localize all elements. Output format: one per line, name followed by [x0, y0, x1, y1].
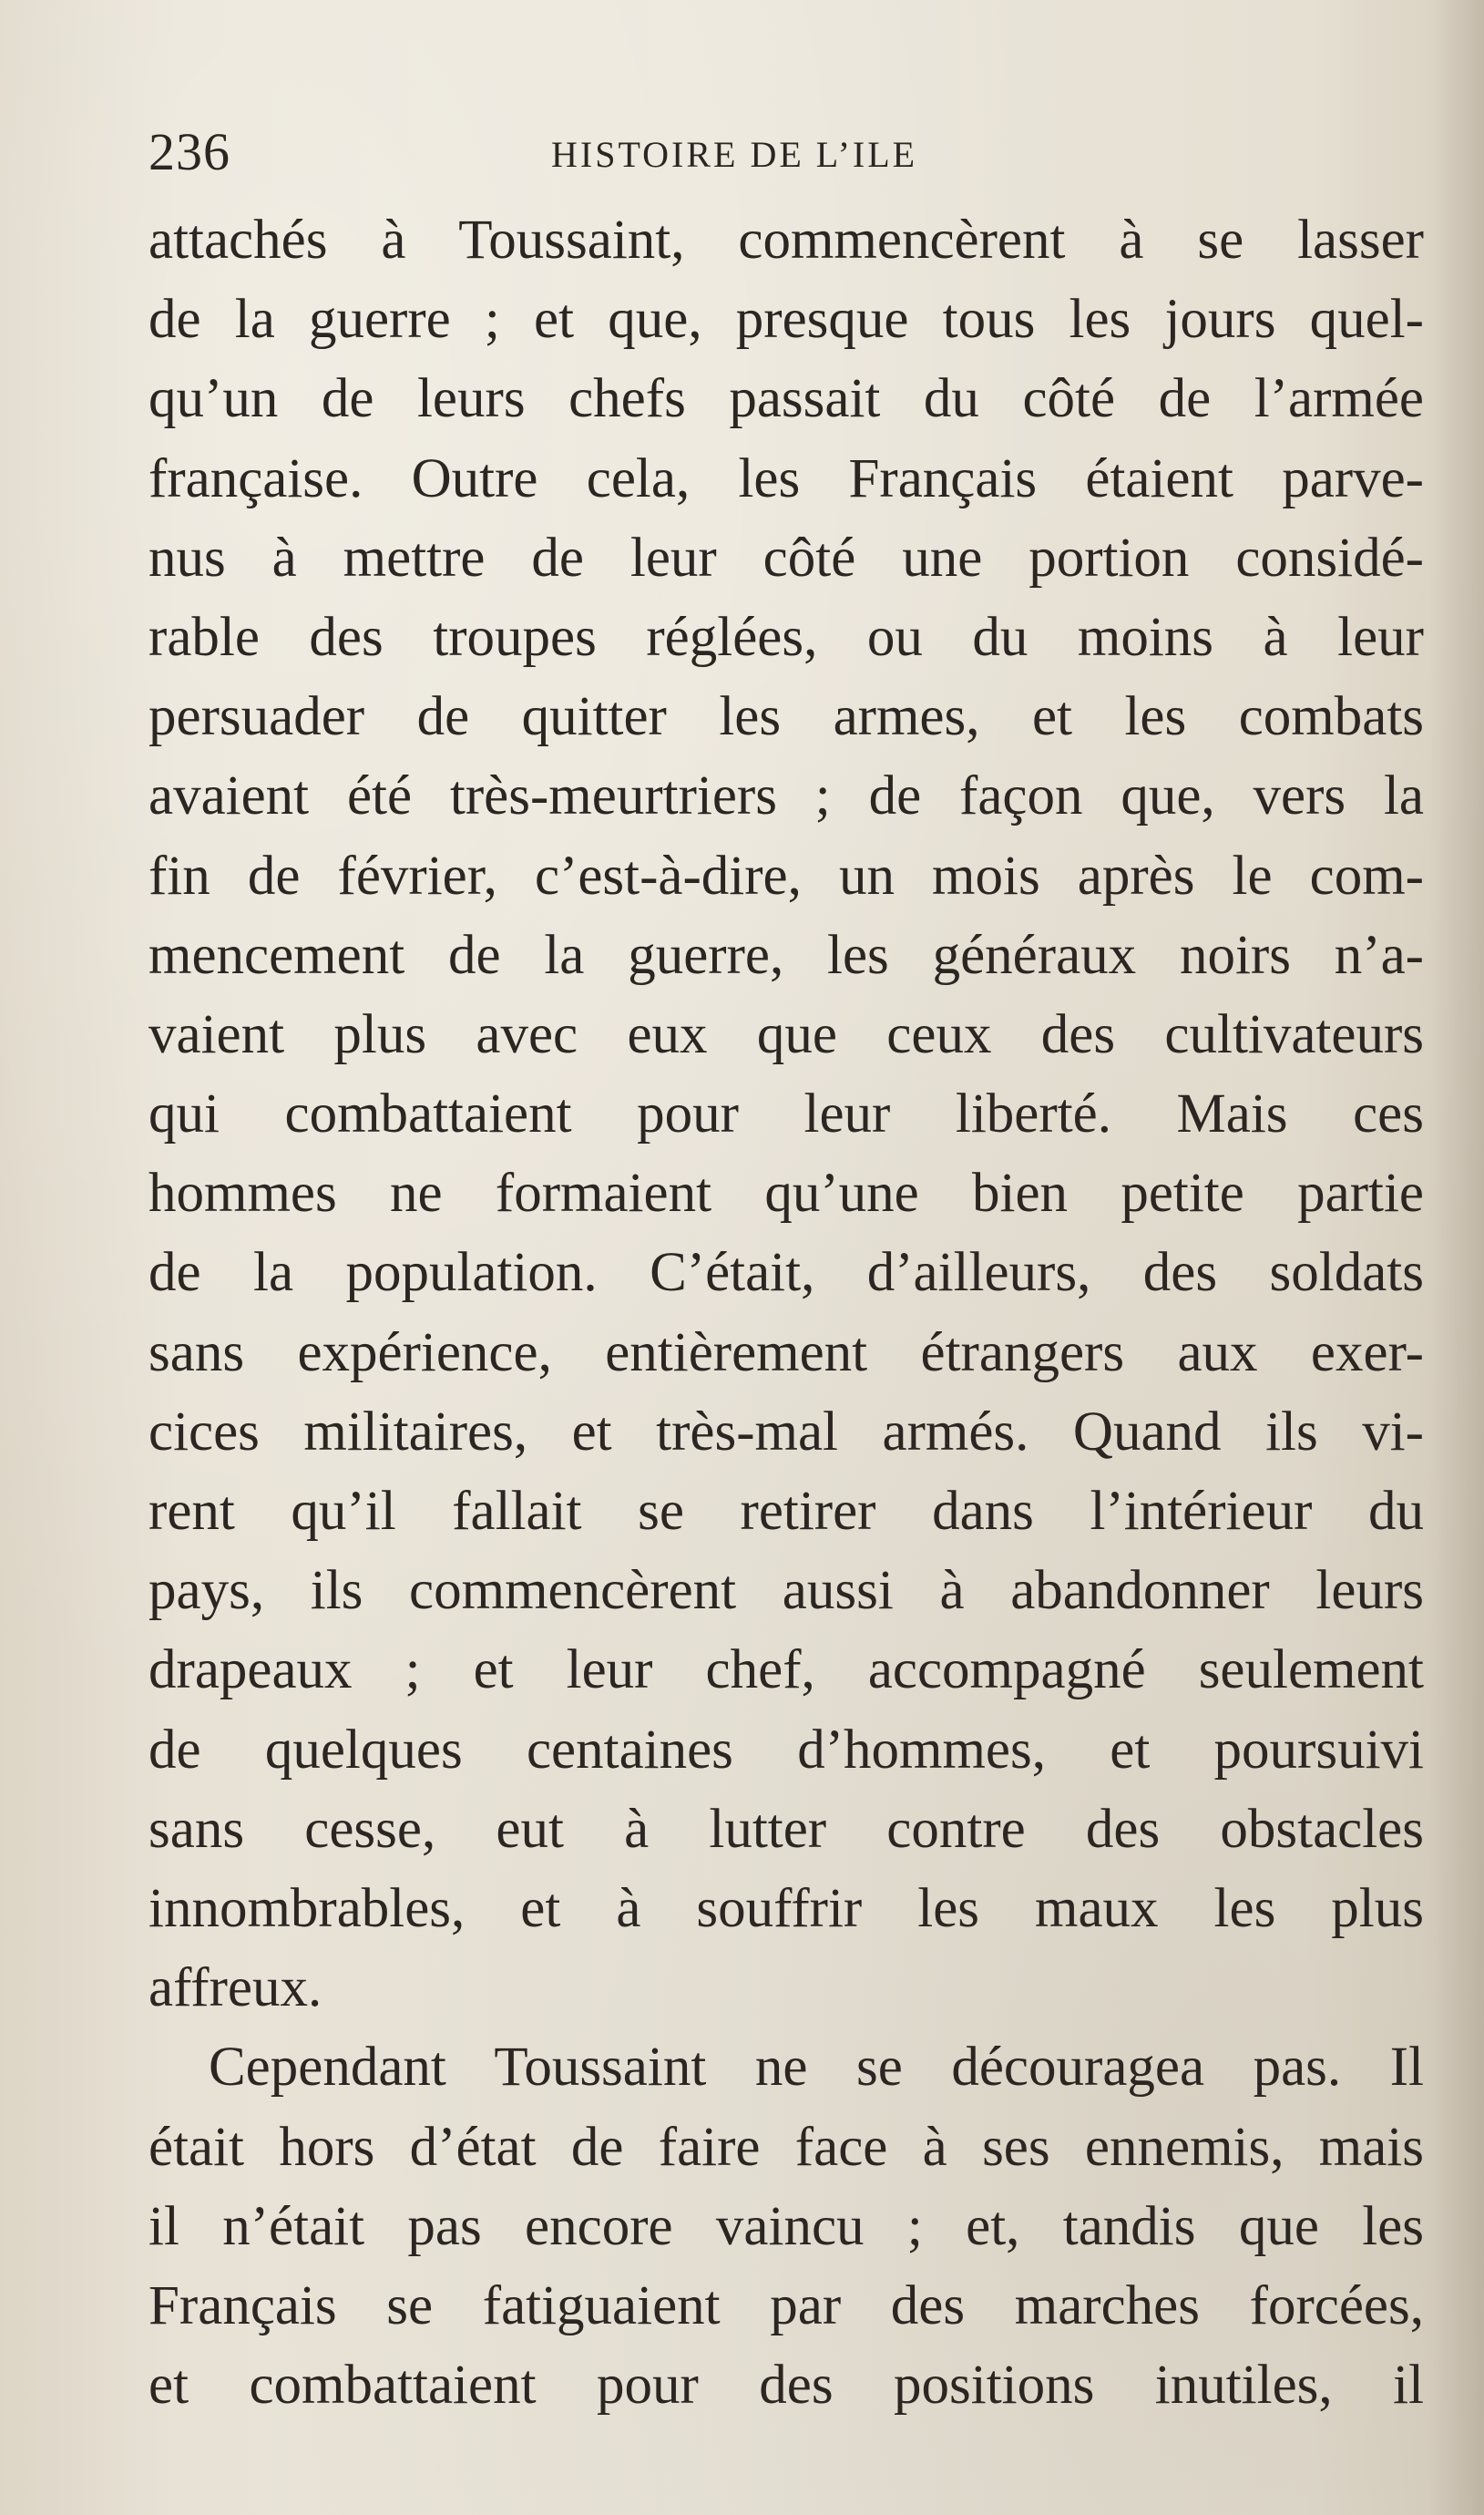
- text-line: qui combattaient pour leur liberté. Mais ces: [148, 1083, 1424, 1145]
- paragraph-2: [148, 2027, 1424, 2425]
- text-line: et combattaient pour des positions inutiles, il: [148, 2355, 1424, 2417]
- text-line: Cependant Toussaint ne se découragea pas. Il: [209, 2037, 1424, 2099]
- text-line: cices militaires, et très-mal armés. Quand ils vi-: [148, 1401, 1424, 1463]
- text-line: mencement de la guerre, les généraux noirs n’a-: [148, 924, 1424, 986]
- text-line: sans cesse, eut à lutter contre des obstacles: [148, 1798, 1424, 1860]
- text-line: attachés à Toussaint, commencèrent à se lasser: [148, 210, 1424, 271]
- text-line: rent qu’il fallait se retirer dans l’intérieur du: [148, 1481, 1424, 1542]
- text-line: drapeaux ; et leur chef, accompagné seulement: [148, 1639, 1424, 1701]
- text-line: nus à mettre de leur côté une portion considé-: [148, 527, 1424, 589]
- text-line: était hors d’état de faire face à ses ennemis, mais: [148, 2116, 1424, 2178]
- text-line: vaient plus avec eux que ceux des cultivateurs: [148, 1003, 1424, 1065]
- text-line: affreux.: [148, 1957, 322, 2019]
- text-line: rable des troupes réglées, ou du moins à leur: [148, 606, 1424, 668]
- text-line: française. Outre cela, les Français étaient parve-: [148, 447, 1424, 509]
- text-line: Français se fatiguaient par des marches forcées,: [148, 2274, 1424, 2336]
- text-line: persuader de quitter les armes, et les combats: [148, 686, 1424, 748]
- page-edge-shadow: [1429, 0, 1484, 2515]
- page-number: 236: [148, 122, 230, 181]
- paragraph-1: [148, 200, 1424, 2027]
- text-line: avaient été très-meurtriers ; de façon que, vers la: [148, 765, 1424, 827]
- text-line: de la population. C’était, d’ailleurs, des soldats: [148, 1242, 1424, 1304]
- text-line: pays, ils commencèrent aussi à abandonner leurs: [148, 1560, 1424, 1622]
- running-title: HISTOIRE DE L’ILE: [551, 134, 918, 175]
- text-line: hommes ne formaient qu’une bien petite partie: [148, 1163, 1424, 1225]
- text-line: innombrables, et à souffrir les maux les plus: [148, 1877, 1424, 1939]
- text-line: fin de février, c’est-à-dire, un mois après le com-: [148, 845, 1424, 907]
- text-line: il n’était pas encore vaincu ; et, tandis que les: [148, 2195, 1424, 2257]
- page-header: [148, 120, 1424, 184]
- text-line: qu’un de leurs chefs passait du côté de l’armée: [148, 368, 1424, 430]
- text-line: sans expérience, entièrement étrangers aux exer-: [148, 1321, 1424, 1383]
- text-line: de quelques centaines d’hommes, et poursuivi: [148, 1719, 1424, 1781]
- text-line: de la guerre ; et que, presque tous les jours quel-: [148, 289, 1424, 351]
- body-text: [148, 200, 1424, 2425]
